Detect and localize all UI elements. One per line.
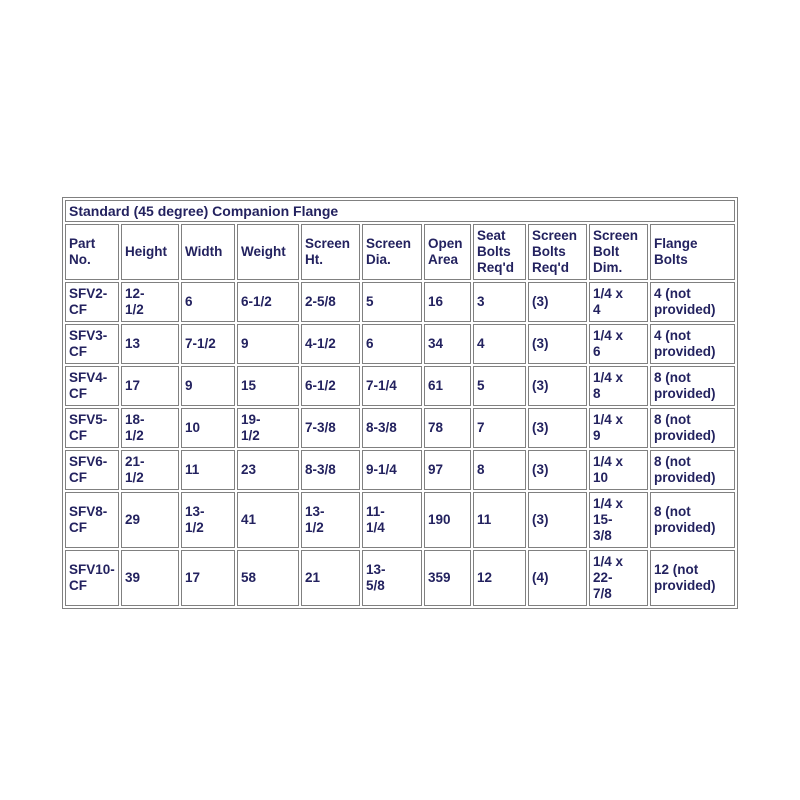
cell-screen-bolts: (3) <box>528 366 587 406</box>
table-row-sfv3-cf <box>65 324 735 364</box>
cell-width: 11 <box>181 450 235 490</box>
cell-screen-ht: 4-1/2 <box>301 324 360 364</box>
cell-part-no: SFV6-CF <box>65 450 119 490</box>
cell-screen-ht: 2-5/8 <box>301 282 360 322</box>
cell-width: 7-1/2 <box>181 324 235 364</box>
cell-weight: 9 <box>237 324 299 364</box>
cell-screen-bolt-dim: 1/4 x 22-7/8 <box>589 550 648 606</box>
cell-screen-ht: 8-3/8 <box>301 450 360 490</box>
cell-open-area: 16 <box>424 282 471 322</box>
cell-height: 39 <box>121 550 179 606</box>
column-header-flange-bolts: Flange Bolts <box>650 224 735 280</box>
cell-screen-bolt-dim: 1/4 x 9 <box>589 408 648 448</box>
cell-width: 17 <box>181 550 235 606</box>
cell-screen-bolts: (3) <box>528 492 587 548</box>
table-row-sfv2-cf <box>65 282 735 322</box>
cell-screen-bolt-dim: 1/4 x 4 <box>589 282 648 322</box>
table-row-sfv8-cf <box>65 492 735 548</box>
table-title-row <box>65 200 735 222</box>
table-row-sfv10-cf <box>65 550 735 606</box>
cell-weight: 15 <box>237 366 299 406</box>
cell-flange-bolts: 4 (not provided) <box>650 282 735 322</box>
cell-open-area: 78 <box>424 408 471 448</box>
cell-flange-bolts: 8 (not provided) <box>650 408 735 448</box>
column-header-screen-dia: Screen Dia. <box>362 224 422 280</box>
column-header-weight: Weight <box>237 224 299 280</box>
column-header-seat-bolts-reqd: Seat Bolts Req'd <box>473 224 526 280</box>
cell-seat-bolts: 5 <box>473 366 526 406</box>
column-header-screen-bolt-dim: Screen Bolt Dim. <box>589 224 648 280</box>
column-header-screen-ht: Screen Ht. <box>301 224 360 280</box>
cell-seat-bolts: 12 <box>473 550 526 606</box>
cell-part-no: SFV10-CF <box>65 550 119 606</box>
column-header-open-area: Open Area <box>424 224 471 280</box>
cell-weight: 58 <box>237 550 299 606</box>
cell-screen-dia: 8-3/8 <box>362 408 422 448</box>
column-header-width: Width <box>181 224 235 280</box>
cell-weight: 23 <box>237 450 299 490</box>
cell-part-no: SFV2-CF <box>65 282 119 322</box>
cell-height: 17 <box>121 366 179 406</box>
cell-seat-bolts: 8 <box>473 450 526 490</box>
cell-flange-bolts: 12 (not provided) <box>650 550 735 606</box>
cell-flange-bolts: 4 (not provided) <box>650 324 735 364</box>
cell-open-area: 190 <box>424 492 471 548</box>
cell-screen-bolts: (3) <box>528 282 587 322</box>
cell-width: 6 <box>181 282 235 322</box>
cell-screen-ht: 7-3/8 <box>301 408 360 448</box>
cell-flange-bolts: 8 (not provided) <box>650 450 735 490</box>
cell-screen-dia: 7-1/4 <box>362 366 422 406</box>
cell-weight: 6-1/2 <box>237 282 299 322</box>
cell-part-no: SFV8-CF <box>65 492 119 548</box>
cell-screen-bolt-dim: 1/4 x 8 <box>589 366 648 406</box>
table-row-sfv6-cf <box>65 450 735 490</box>
cell-screen-ht: 21 <box>301 550 360 606</box>
cell-part-no: SFV4-CF <box>65 366 119 406</box>
column-header-screen-bolts-reqd: Screen Bolts Req'd <box>528 224 587 280</box>
table-row-sfv5-cf <box>65 408 735 448</box>
cell-seat-bolts: 7 <box>473 408 526 448</box>
cell-screen-bolts: (3) <box>528 324 587 364</box>
column-header-part-no: Part No. <box>65 224 119 280</box>
cell-weight: 19-1/2 <box>237 408 299 448</box>
cell-open-area: 97 <box>424 450 471 490</box>
cell-screen-dia: 6 <box>362 324 422 364</box>
cell-screen-dia: 13-5/8 <box>362 550 422 606</box>
companion-flange-table-container <box>62 197 738 609</box>
cell-width: 13-1/2 <box>181 492 235 548</box>
cell-screen-bolts: (4) <box>528 550 587 606</box>
cell-open-area: 359 <box>424 550 471 606</box>
table-title: Standard (45 degree) Companion Flange <box>65 200 735 222</box>
cell-height: 13 <box>121 324 179 364</box>
cell-screen-ht: 13-1/2 <box>301 492 360 548</box>
cell-open-area: 61 <box>424 366 471 406</box>
cell-part-no: SFV3-CF <box>65 324 119 364</box>
cell-width: 10 <box>181 408 235 448</box>
cell-screen-dia: 9-1/4 <box>362 450 422 490</box>
cell-height: 29 <box>121 492 179 548</box>
cell-flange-bolts: 8 (not provided) <box>650 492 735 548</box>
cell-screen-bolts: (3) <box>528 408 587 448</box>
cell-height: 18-1/2 <box>121 408 179 448</box>
column-header-height: Height <box>121 224 179 280</box>
cell-screen-bolts: (3) <box>528 450 587 490</box>
cell-weight: 41 <box>237 492 299 548</box>
cell-seat-bolts: 3 <box>473 282 526 322</box>
cell-screen-dia: 11-1/4 <box>362 492 422 548</box>
cell-seat-bolts: 11 <box>473 492 526 548</box>
cell-screen-dia: 5 <box>362 282 422 322</box>
cell-height: 12-1/2 <box>121 282 179 322</box>
cell-height: 21-1/2 <box>121 450 179 490</box>
companion-flange-spec-table <box>62 197 738 609</box>
table-header-row <box>65 224 735 280</box>
cell-screen-bolt-dim: 1/4 x 15-3/8 <box>589 492 648 548</box>
cell-width: 9 <box>181 366 235 406</box>
table-row-sfv4-cf <box>65 366 735 406</box>
cell-screen-ht: 6-1/2 <box>301 366 360 406</box>
cell-screen-bolt-dim: 1/4 x 10 <box>589 450 648 490</box>
cell-open-area: 34 <box>424 324 471 364</box>
cell-seat-bolts: 4 <box>473 324 526 364</box>
cell-flange-bolts: 8 (not provided) <box>650 366 735 406</box>
cell-screen-bolt-dim: 1/4 x 6 <box>589 324 648 364</box>
cell-part-no: SFV5-CF <box>65 408 119 448</box>
